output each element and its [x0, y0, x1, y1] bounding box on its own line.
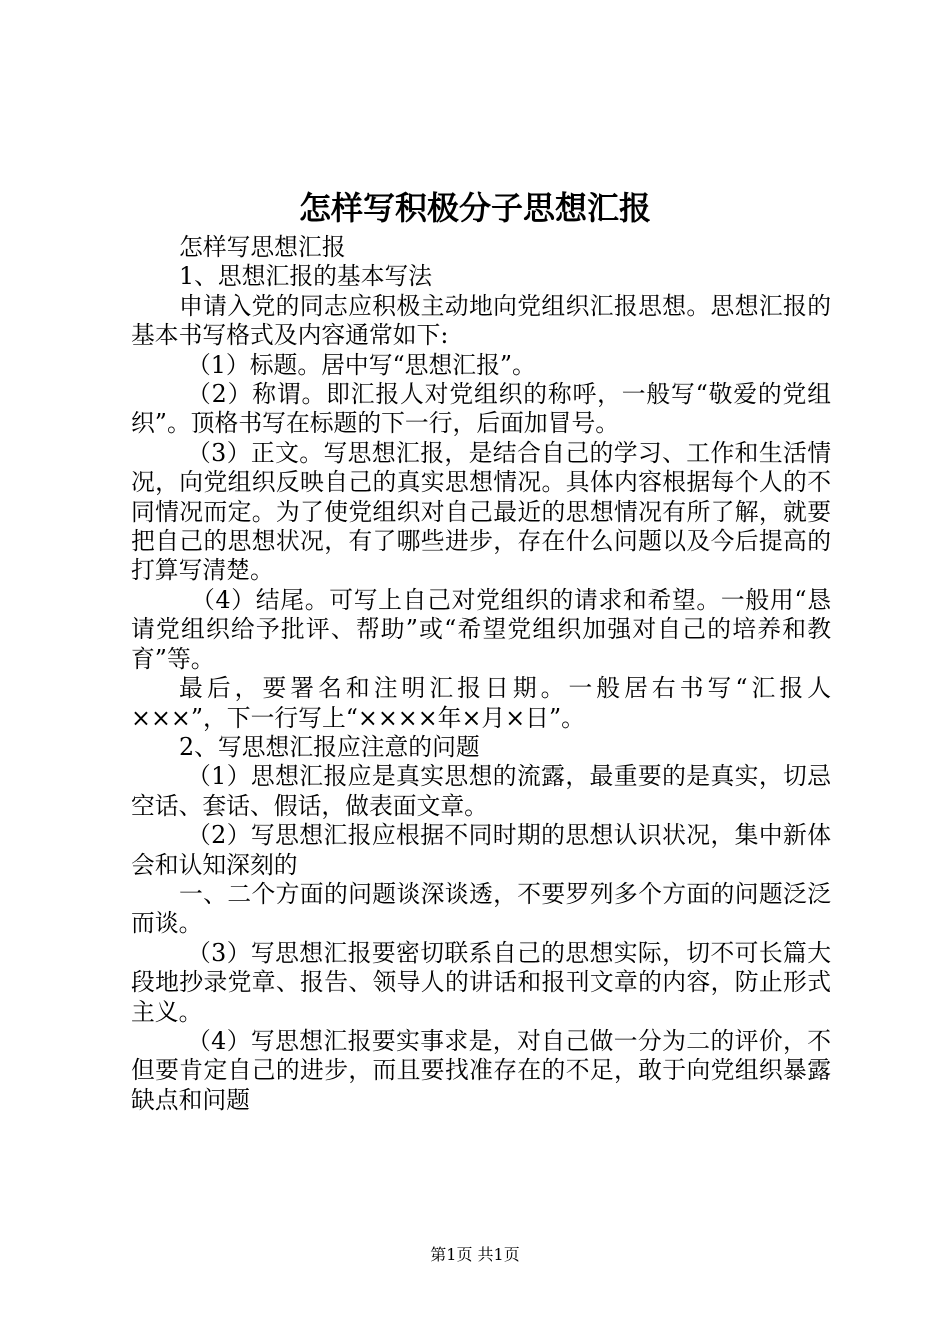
paragraph: 最后，要署名和注明汇报日期。一般居右书写“汇报人×××”，下一行写上“××××年×月×日”。: [131, 674, 831, 732]
paragraph-heading-main: 怎样写思想汇报: [179, 233, 346, 261]
paragraph-item: （4）结尾。可写上自己对党组织的请求和希望。一般用“恳请党组织给予批评、帮助”或“希望党组织加强对自己的培养和教育”等。: [131, 585, 831, 673]
paragraph-section-2-heading: 2、写思想汇报应注意的问题: [179, 732, 480, 761]
paragraph-item: （1）思想汇报应是真实思想的流露，最重要的是真实，切忌空话、套话、假话，做表面文章。: [131, 762, 831, 820]
paragraph-item: （4）写思想汇报要实事求是，对自己做一分为二的评价，不但要肯定自己的进步，而且要找准存在的不足，敢于向党组织暴露缺点和问题: [131, 1026, 831, 1114]
paragraph-item: （2）写思想汇报应根据不同时期的思想认识状况，集中新体会和认知深刻的: [131, 821, 831, 879]
paragraph-item: （3）正文。写思想汇报，是结合自己的学习、工作和生活情况，向党组织反映自己的真实思想情况。具体内容根据每个人的不同情况而定。为了使党组织对自己最近的思想情况有所了解，就要把自己的思想状况，有了哪些进步，存在什么问题以及今后提高的打算写清楚。: [131, 438, 831, 585]
paragraph-item: （1）标题。居中写“思想汇报”。: [187, 350, 536, 379]
paragraph-item: （3）写思想汇报要密切联系自己的思想实际，切不可长篇大段地抄录党章、报告、领导人的讲话和报刊文章的内容，防止形式主义。: [131, 938, 831, 1026]
paragraph-section-1-heading: 1、思想汇报的基本写法: [179, 262, 433, 291]
document-title: 怎样写积极分子思想汇报: [298, 189, 651, 227]
paragraph-item: （2）称谓。即汇报人对党组织的称呼，一般写“敬爱的党组织”。顶格书写在标题的下一行，后面加冒号。: [131, 380, 831, 438]
document-body: [131, 233, 831, 1115]
page-footer: 第1页 共1页: [430, 1245, 520, 1264]
paragraph: 申请入党的同志应积极主动地向党组织汇报思想。思想汇报的基本书写格式及内容通常如下:: [131, 291, 831, 350]
paragraph: 一、二个方面的问题谈深谈透，不要罗列多个方面的问题泛泛而谈。: [131, 879, 831, 938]
